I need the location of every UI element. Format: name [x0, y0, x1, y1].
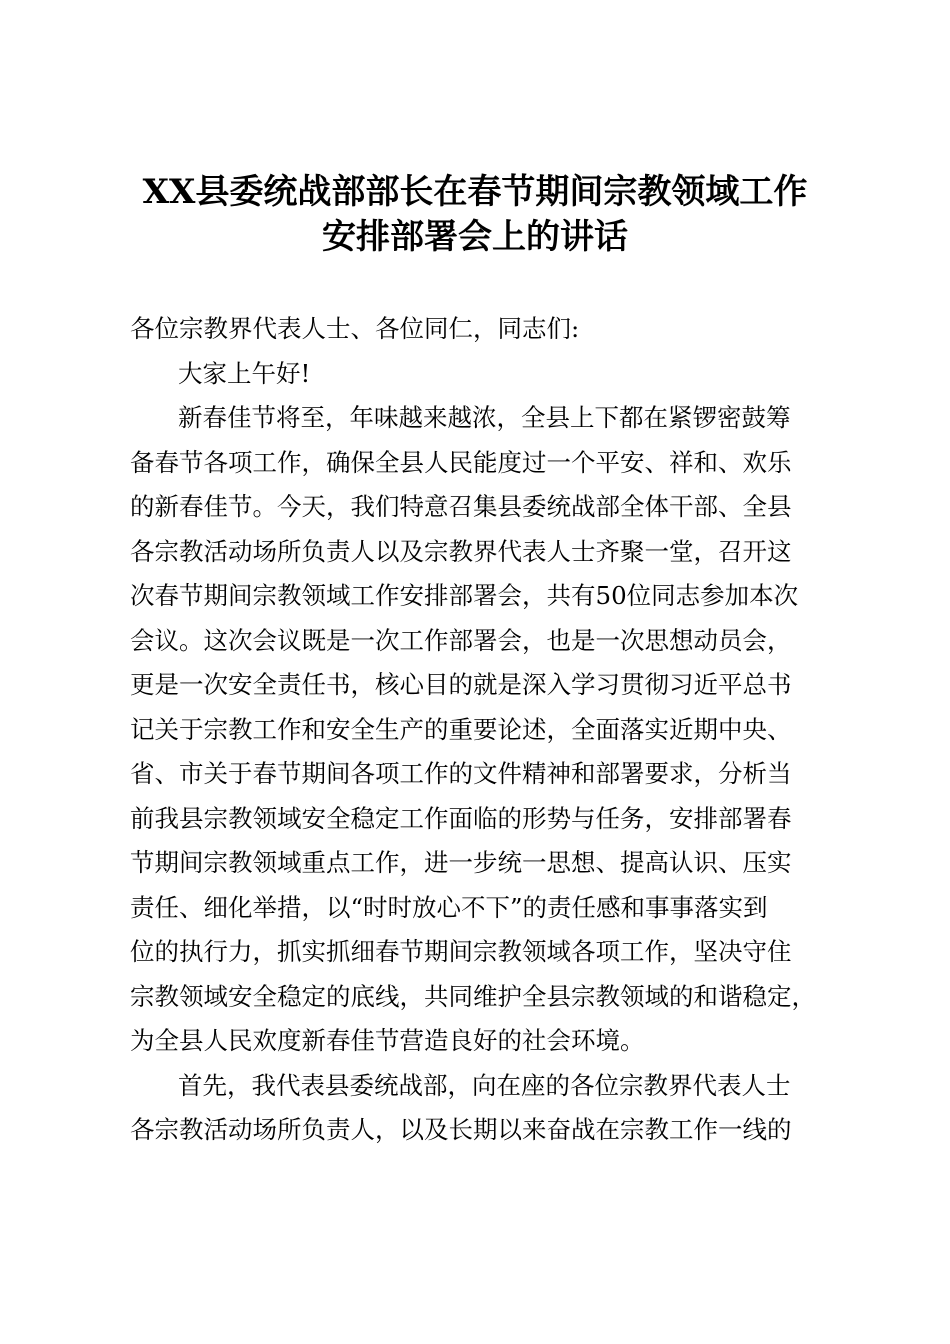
paragraph-1-line: 的新春佳节。今天，我们特意召集县委统战部全体干部、全县 — [130, 492, 792, 521]
paragraph-2-line: 各宗教活动场所负责人，以及长期以来奋战在宗教工作一线的 — [130, 1115, 792, 1144]
paragraph-1-line: 次春节期间宗教领域工作安排部署会，共有50位同志参加本次 — [130, 581, 799, 610]
paragraph-1-line: 宗教领域安全稳定的底线，共同维护全县宗教领域的和谐稳定， — [130, 982, 816, 1011]
paragraph-1-line: 位的执行力，抓实抓细春节期间宗教领域各项工作，坚决守住 — [130, 937, 792, 966]
document-title-line-2: 安排部署会上的讲话 — [322, 217, 628, 257]
paragraph-2-line: 首先，我代表县委统战部，向在座的各位宗教界代表人士 — [178, 1071, 791, 1100]
greeting: 大家上午好! — [178, 359, 311, 388]
paragraph-1-line: 责任、细化举措，以“时时放心不下”的责任感和事事落实到 — [130, 893, 768, 922]
paragraph-1-line: 新春佳节将至，年味越来越浓，全县上下都在紧锣密鼓筹 — [178, 403, 791, 432]
paragraph-1-line: 各宗教活动场所负责人以及宗教界代表人士齐聚一堂，召开这 — [130, 537, 792, 566]
salutation: 各位宗教界代表人士、各位同仁，同志们: — [130, 314, 580, 343]
paragraph-1-line: 前我县宗教领域安全稳定工作面临的形势与任务，安排部署春 — [130, 804, 792, 833]
paragraph-1-line: 为全县人民欢度新春佳节营造良好的社会环境。 — [130, 1026, 645, 1055]
paragraph-1-line: 记关于宗教工作和安全生产的重要论述，全面落实近期中央、 — [130, 715, 792, 744]
document-title-line-1: XX县委统战部部长在春节期间宗教领域工作 — [142, 172, 808, 212]
paragraph-1-line: 节期间宗教领域重点工作，进一步统一思想、提高认识、压实 — [130, 848, 792, 877]
paragraph-1-line: 备春节各项工作，确保全县人民能度过一个平安、祥和、欢乐 — [130, 448, 792, 477]
paragraph-1-line: 省、市关于春节期间各项工作的文件精神和部署要求，分析当 — [130, 759, 792, 788]
paragraph-1-line: 更是一次安全责任书，核心目的就是深入学习贯彻习近平总书 — [130, 670, 792, 699]
paragraph-1-line: 会议。这次会议既是一次工作部署会，也是一次思想动员会， — [130, 626, 792, 655]
